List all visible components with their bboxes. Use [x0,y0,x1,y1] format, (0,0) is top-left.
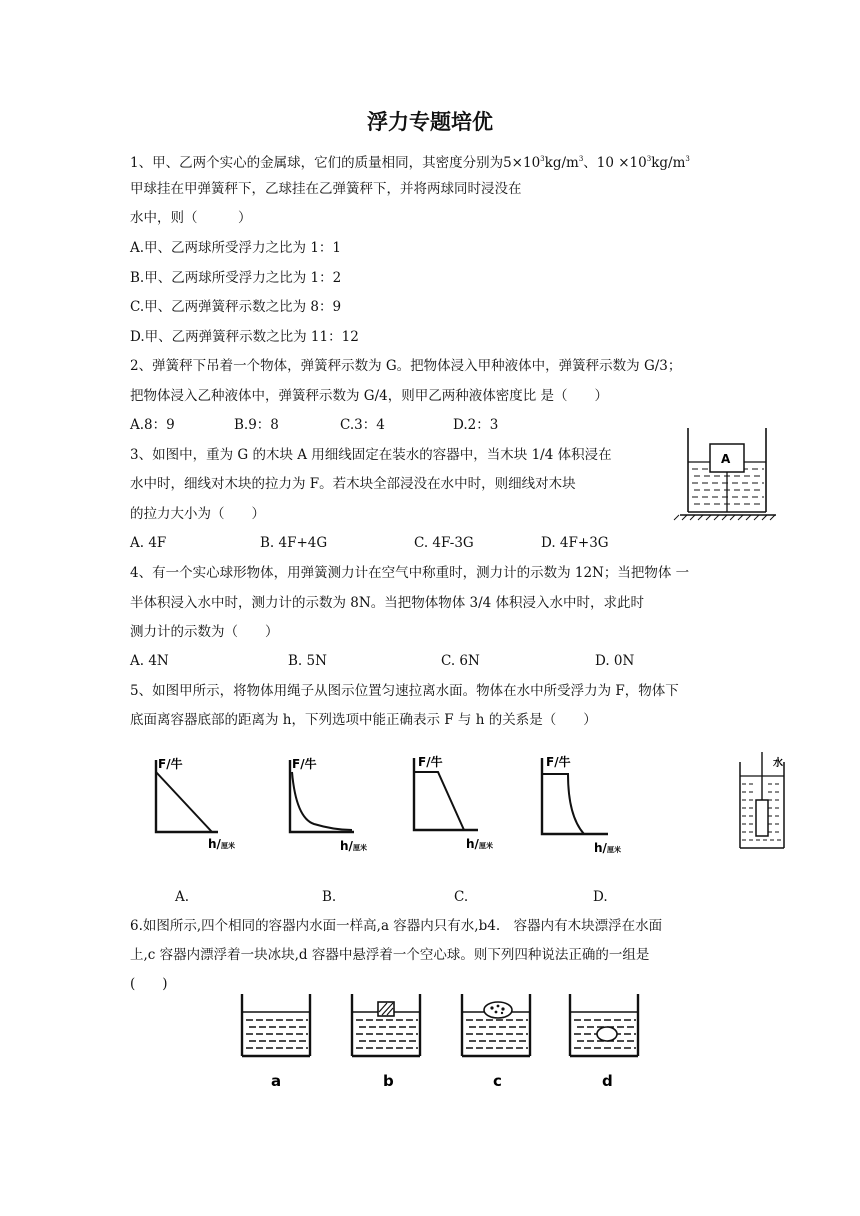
q6-container-a [236,990,320,1090]
q1-option-a: A.甲、乙两球所受浮力之比为 1：1 [130,240,342,256]
q4-option-d: D. 0N [595,653,635,669]
q5-graph-a-xunit: 厘米 [221,842,235,850]
q1-exp-a: 3 [540,155,545,163]
q3-block-label: A [721,452,731,466]
q5-graph-b-xlabel: h/ [340,839,353,853]
q5-beaker-water-label: 水 [773,758,783,769]
page-title: 浮力专题培优 [367,110,493,134]
q5-option-d: D. [593,889,608,905]
q6-label-a: a [271,1072,282,1090]
q5-graph-d-ylabel: F/牛 [546,755,571,769]
q6-label-c: c [493,1072,502,1090]
q5-graph-d-xunit: 厘米 [607,846,621,854]
q5-line2: 底面离容器底部的距离为 h，下列选项中能正确表示 F 与 h 的关系是（ ） [130,712,597,728]
q5-graph-d [536,752,626,856]
q2-option-b: B.9：8 [234,417,279,433]
q1-line2: 甲球挂在甲弹簧秤下，乙球挂在乙弹簧秤下，并将两球同时浸没在 [130,181,522,197]
q5-graph-a-xlabel: h/ [208,837,221,851]
q2-option-a: A.8：9 [130,417,175,433]
q1-text-a: 1、甲、乙两个实心的金属球，它们的质量相同，其密度分别为5×10 [130,155,541,171]
q1-unit-d: kg/m [651,155,686,171]
q1-text-c: 、10 ×10 [583,155,647,171]
q3-line2: 水中时，细线对木块的拉力为 F。若木块全部浸没在水中时，则细线对木块 [130,476,576,492]
q3-option-a: A. 4F [130,535,167,551]
q4-line2: 半体积浸入水中时，测力计的示数为 8N。当把物体物体 3/4 体积浸入水中时，求此时 [130,595,645,611]
q6-line1: 6.如图所示,四个相同的容器内水面一样高,a 容器内只有水,b4. 容器内有木块漂浮在水面 [130,918,663,934]
q3-option-c: C. 4F-3G [414,535,474,551]
q5-graph-c-xlabel: h/ [466,837,479,851]
q5-graph-c [408,752,498,852]
q5-line1: 5、如图甲所示，将物体用绳子从图示位置匀速拉离水面。物体在水中所受浮力为 F，物体下 [130,683,679,699]
q2-option-c: C.3：4 [340,417,385,433]
q6-line2: 上,c 容器内漂浮着一块冰块,d 容器中悬浮着一个空心球。则下列四种说法正确的一组是 [130,947,650,963]
q4-line3: 测力计的示数为（ ） [130,624,279,640]
q4-option-a: A. 4N [130,653,169,669]
q6-container-b [346,990,430,1090]
q4-option-b: B. 5N [288,653,327,669]
q3-container-figure [674,424,782,522]
q6-container-c [456,990,540,1090]
q1-line1 [130,150,690,172]
q5-option-a: A. [175,889,190,905]
q1-option-d: D.甲、乙两弹簧秤示数之比为 11：12 [130,329,359,345]
q1-option-c: C.甲、乙两弹簧秤示数之比为 8：9 [130,299,342,315]
q1-exp-c: 3 [646,155,652,163]
q5-graph-b-ylabel: F/牛 [292,757,317,771]
q3-line3: 的拉力大小为（ ） [130,506,265,522]
q1-unit-a: kg/m [544,155,579,171]
q4-option-c: C. 6N [441,653,480,669]
q6-label-d: d [602,1072,613,1090]
q1-exp-d: 3 [685,155,690,163]
q5-graph-a-ylabel: F/牛 [158,757,183,771]
q5-graph-a [150,756,240,852]
q1-exp-b: 3 [578,155,584,163]
q5-graph-c-ylabel: F/牛 [418,755,443,769]
q5-option-b: B. [322,889,337,905]
q6-label-b: b [383,1072,394,1090]
q3-option-b: B. 4F+4G [260,535,328,551]
q1-line3: 水中，则（ ） [130,210,252,226]
q3-line1: 3、如图中，重为 G 的木块 A 用细线固定在装水的容器中，当木块 1/4 体积浸在 [130,447,612,463]
q2-line1: 2、弹簧秤下吊着一个物体，弹簧秤示数为 G。把物体浸入甲种液体中，弹簧秤示数为 G/3； [130,358,682,374]
q2-line2: 把物体浸入乙种液体中，弹簧秤示数为 G/4，则甲乙两种液体密度比 是（ ） [130,388,609,404]
q2-option-d: D.2：3 [453,417,499,433]
q3-option-d: D. 4F+3G [541,535,609,551]
q4-line1: 4、有一个实心球形物体，用弹簧测力计在空气中称重时，测力计的示数为 12N；当把物体 一 [130,565,690,581]
q5-graph-c-xunit: 厘米 [479,842,493,850]
q5-option-c: C. [454,889,469,905]
q5-graph-d-xlabel: h/ [594,841,607,855]
q5-graph-b [284,756,374,852]
q1-option-b: B.甲、乙两球所受浮力之比为 1：2 [130,270,342,286]
q6-line3: ( ) [130,976,168,992]
q5-graph-b-xunit: 厘米 [353,844,367,852]
q6-container-d [564,990,648,1090]
q5-beaker-figure [736,752,796,852]
